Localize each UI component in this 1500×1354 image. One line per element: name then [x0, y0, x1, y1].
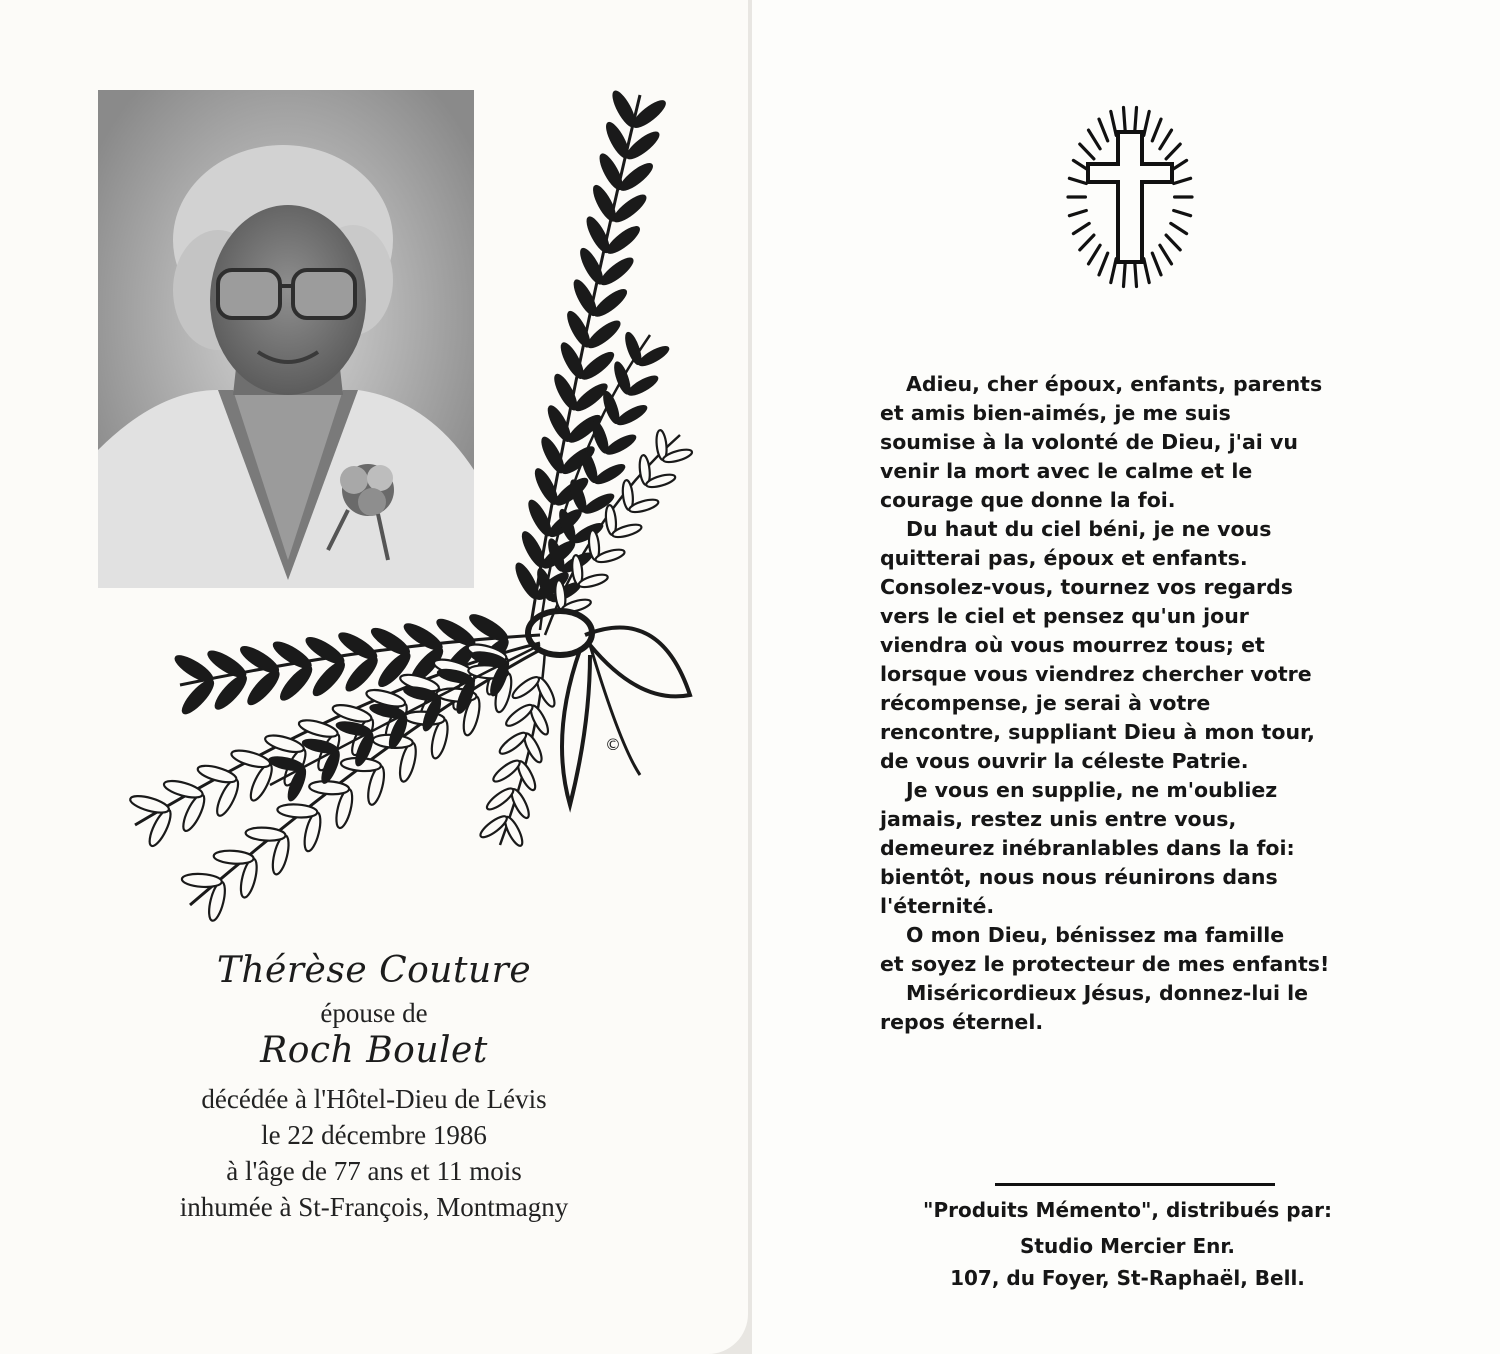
prayer-line: de vous ouvrir la céleste Patrie. — [880, 749, 1249, 773]
prayer-line: soumise à la volonté de Dieu, j'ai vu — [880, 430, 1298, 454]
prayer-line: Consolez-vous, tournez vos regards — [880, 575, 1293, 599]
prayer-line: Miséricordieux Jésus, donnez-lui le — [906, 981, 1309, 1005]
prayer-line: jamais, restez unis entre vous, — [880, 807, 1237, 831]
prayer-line: lorsque vous viendrez chercher votre — [880, 662, 1312, 686]
prayer-line: courage que donne la foi. — [880, 488, 1176, 512]
wheat-sprig-ribbon-decoration — [120, 85, 720, 965]
prayer-line: Je vous en supplie, ne m'oubliez — [906, 778, 1278, 802]
publisher-studio: Studio Mercier Enr. — [1019, 1234, 1236, 1258]
prayer-line: bientôt, nous nous réunirons dans — [880, 865, 1278, 889]
radiant-cross-icon — [1052, 92, 1208, 292]
farewell-prayer — [880, 370, 1400, 1037]
prayer-line: et amis bien-aimés, je me suis — [880, 401, 1231, 425]
divider-line — [995, 1183, 1275, 1186]
copyright-mark: © — [605, 735, 621, 754]
spouse-name: Roch Boulet — [260, 1030, 488, 1071]
spouse-intro: épouse de — [320, 998, 428, 1028]
prayer-line: récompense, je serai à votre — [880, 691, 1211, 715]
prayer-line: demeurez inébranlables dans la foi: — [880, 836, 1295, 860]
death-place: décédée à l'Hôtel-Dieu de Lévis — [201, 1084, 547, 1114]
age-at-death: à l'âge de 77 ans et 11 mois — [226, 1156, 522, 1186]
publisher-address: 107, du Foyer, St-Raphaël, Bell. — [950, 1266, 1305, 1290]
memorial-card-front — [0, 0, 748, 1354]
prayer-line: et soyez le protecteur de mes enfants! — [880, 952, 1330, 976]
prayer-line: Adieu, cher époux, enfants, parents — [906, 372, 1323, 396]
prayer-line: viendra où vous mourrez tous; et — [880, 633, 1265, 657]
prayer-line: vers le ciel et pensez qu'un jour — [880, 604, 1249, 628]
prayer-line: venir la mort avec le calme et le — [880, 459, 1253, 483]
prayer-line: quitterai pas, époux et enfants. — [880, 546, 1248, 570]
prayer-line: O mon Dieu, bénissez ma famille — [906, 923, 1285, 947]
publisher-brand: "Produits Mémento", distribués par: — [923, 1198, 1332, 1222]
burial-place: inhumée à St-François, Montmagny — [179, 1192, 569, 1222]
prayer-line: repos éternel. — [880, 1010, 1044, 1034]
death-date: le 22 décembre 1986 — [261, 1120, 487, 1150]
prayer-line: Du haut du ciel béni, je ne vous — [906, 517, 1272, 541]
deceased-name: Thérèse Couture — [216, 950, 532, 991]
prayer-line: l'éternité. — [880, 894, 995, 918]
prayer-line: rencontre, suppliant Dieu à mon tour, — [880, 720, 1315, 744]
